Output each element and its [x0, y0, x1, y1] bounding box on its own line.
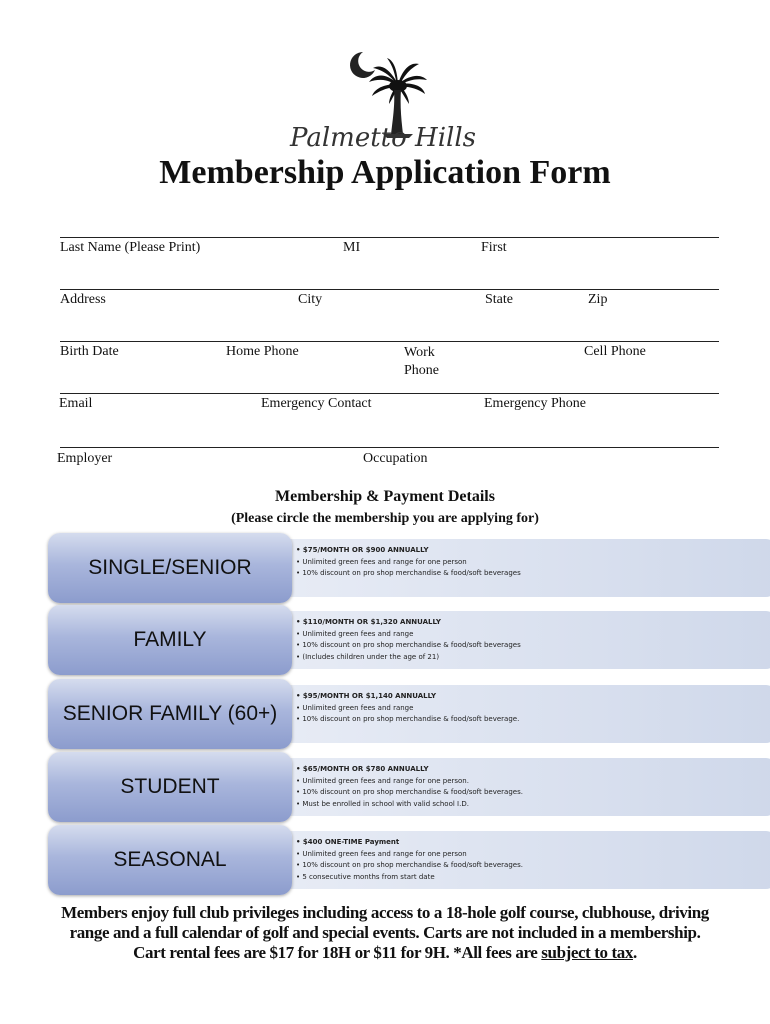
address-label: Address — [60, 292, 106, 307]
mi-label: MI — [343, 240, 361, 255]
plan-senior-family-button[interactable] — [48, 679, 292, 749]
plan-price: • $110/MONTH OR $1,320 ANNUALLY — [296, 618, 441, 626]
plan-seasonal-button[interactable] — [48, 825, 292, 895]
plan-details — [296, 545, 521, 580]
footer-line: range and a full calendar of golf and special events. Carts are not included in a membership. — [69, 923, 701, 942]
footer-text: Cart rental fees are $17 for 18H or $11 for 9H. *All fees are — [133, 943, 542, 962]
plan-benefit: • Unlimited green fees and range for one person — [296, 557, 467, 566]
plan-details — [296, 691, 519, 726]
plan-benefit: • Unlimited green fees and range — [296, 629, 414, 638]
plan-details — [296, 837, 523, 883]
home-phone-label: Home Phone — [226, 344, 299, 359]
plan-benefit: • 5 consecutive months from start date — [296, 872, 435, 881]
plan-family[interactable] — [48, 605, 728, 675]
plan-benefit: • 10% discount on pro shop merchandise & food/soft beverages — [296, 569, 521, 577]
plan-benefit: • Unlimited green fees and range — [296, 703, 414, 712]
plan-details — [296, 764, 523, 810]
plan-single-senior[interactable] — [48, 533, 728, 603]
plan-price: • $65/MONTH OR $780 ANNUALLY — [296, 765, 429, 773]
payment-section-title: Membership & Payment Details — [275, 488, 495, 505]
plan-price: • $95/MONTH OR $1,140 ANNUALLY — [296, 692, 437, 700]
plan-benefit: • Unlimited green fees and range for one person. — [296, 776, 469, 785]
membership-footer-note — [0, 903, 770, 963]
plan-seasonal[interactable] — [48, 825, 728, 895]
plan-benefit: • (Includes children under the age of 21) — [296, 652, 440, 661]
city-label: City — [298, 292, 323, 307]
footer-line — [0, 943, 770, 963]
plan-benefit: • 10% discount on pro shop merchandise & food/soft beverages — [296, 641, 521, 649]
footer-period: . — [632, 943, 637, 962]
emergency-contact-label: Emergency Contact — [261, 396, 372, 411]
plan-price: • $75/MONTH OR $900 ANNUALLY — [296, 546, 429, 554]
plan-benefit: • 10% discount on pro shop merchandise & food/soft beverages. — [296, 861, 523, 869]
plan-family-button[interactable] — [48, 605, 292, 675]
plan-benefit: • 10% discount on pro shop merchandise & food/soft beverages. — [296, 788, 523, 796]
form-rule — [60, 289, 719, 290]
palmetto-hills-logo — [285, 42, 480, 157]
form-rule — [60, 237, 719, 238]
occupation-label: Occupation — [363, 451, 428, 466]
footer-line: Members enjoy full club privileges including access to a 18-hole golf course, clubhouse, driving — [61, 903, 709, 922]
plan-name: SENIOR FAMILY (60+) — [62, 702, 278, 725]
plan-name: FAMILY — [133, 628, 207, 651]
state-label: State — [485, 292, 513, 307]
last-name-label: Last Name (Please Print) — [60, 240, 201, 255]
plan-name: STUDENT — [120, 775, 220, 798]
palmetto-tree-icon — [285, 42, 480, 157]
logo-text: Palmetto Hills — [290, 123, 476, 153]
plan-single-senior-button[interactable] — [48, 533, 292, 603]
plan-student[interactable] — [48, 752, 728, 822]
plan-student-button[interactable] — [48, 752, 292, 822]
form-rule — [60, 393, 719, 394]
plan-name: SINGLE/SENIOR — [88, 556, 252, 579]
page-title: Membership Application Form — [159, 154, 611, 191]
plan-benefit: • 10% discount on pro shop merchandise & food/soft beverage. — [296, 715, 520, 723]
plan-benefit: • Must be enrolled in school with valid school I.D. — [296, 799, 469, 808]
cell-phone-label: Cell Phone — [584, 344, 646, 359]
plan-details — [296, 617, 521, 663]
email-label: Email — [59, 396, 93, 411]
first-name-label: First — [481, 240, 507, 255]
form-rule — [60, 341, 719, 342]
birth-date-label: Birth Date — [60, 344, 119, 359]
plan-senior-family[interactable] — [48, 679, 728, 749]
plan-price: • $400 ONE-TIME Payment — [296, 838, 400, 846]
form-rule — [60, 447, 719, 448]
payment-section-subtitle: (Please circle the membership you are applying for) — [231, 511, 539, 526]
subject-to-tax-text: subject to tax — [541, 943, 633, 962]
zip-label: Zip — [588, 292, 608, 307]
work-phone-label: Work Phone — [404, 345, 439, 378]
plan-name: SEASONAL — [113, 848, 227, 871]
employer-label: Employer — [57, 451, 113, 466]
plan-benefit: • Unlimited green fees and range for one person — [296, 849, 467, 858]
emergency-phone-label: Emergency Phone — [484, 396, 586, 411]
